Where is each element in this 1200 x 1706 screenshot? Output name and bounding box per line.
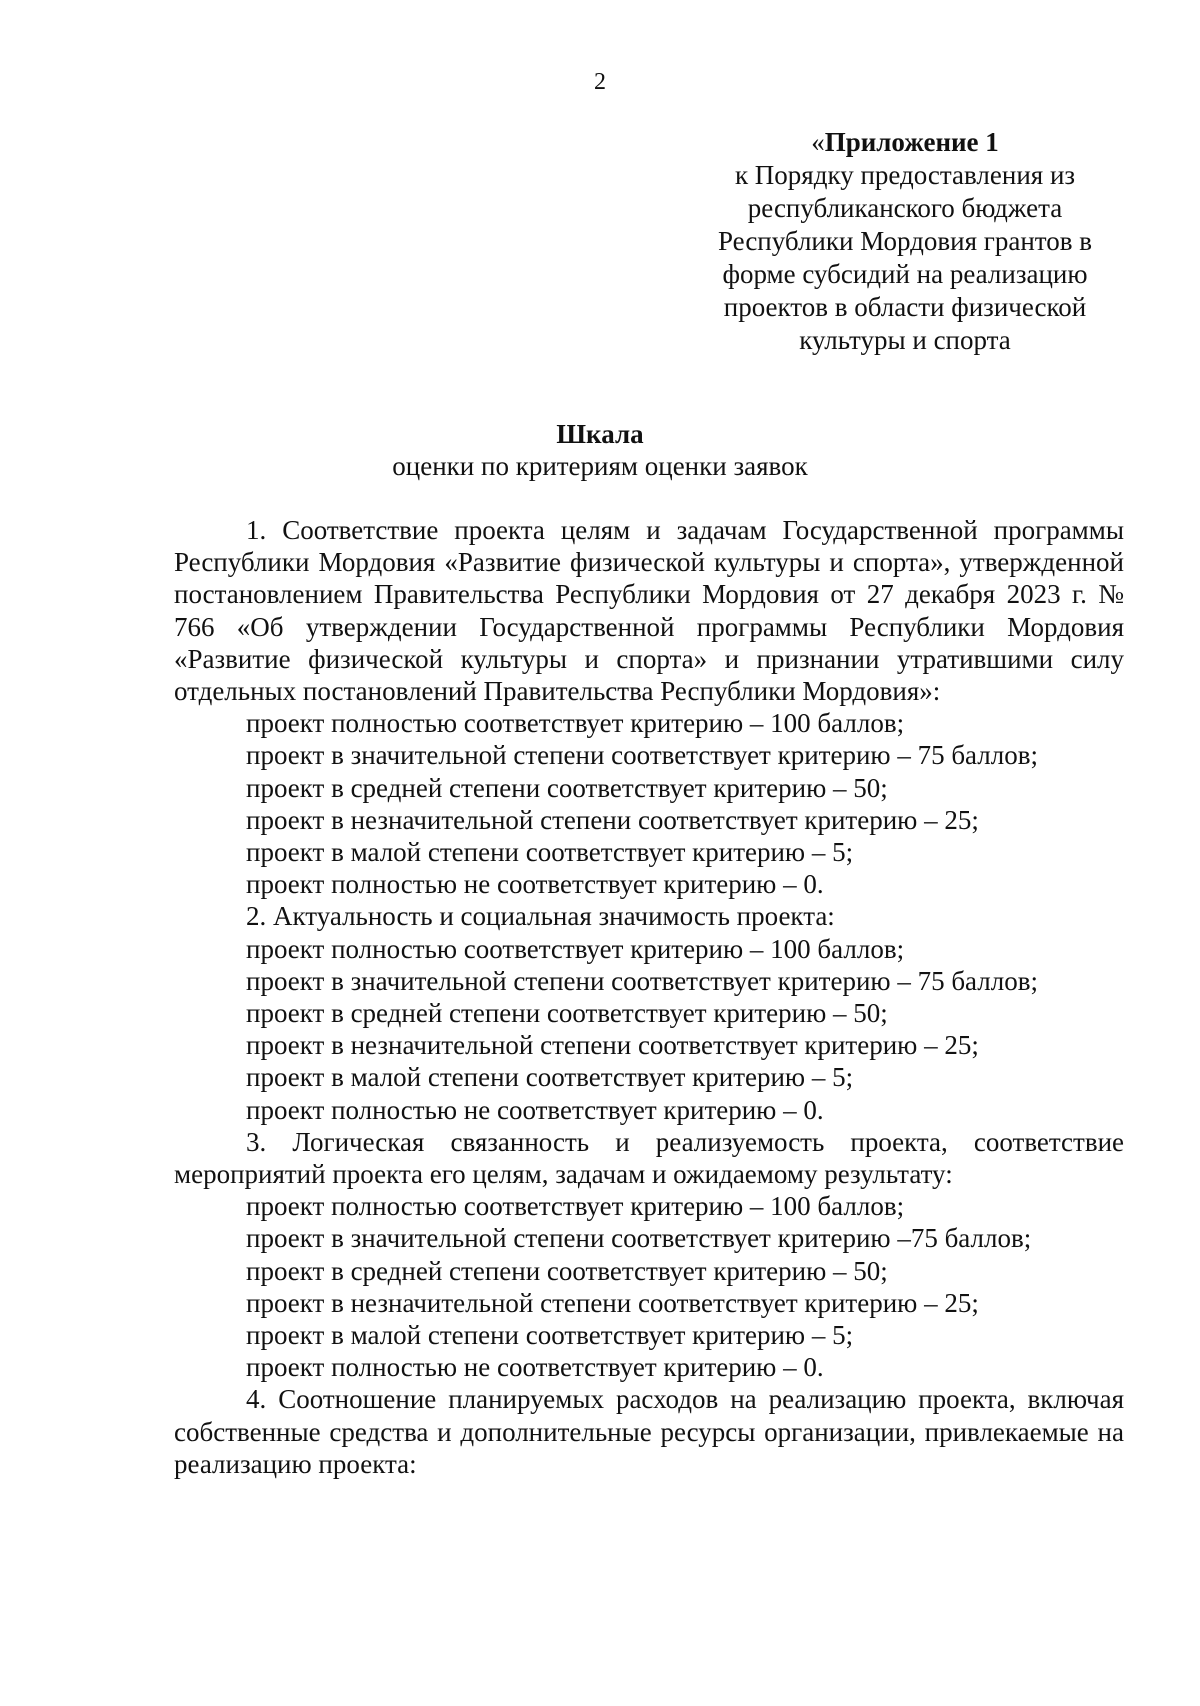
criterion-3-text: 3. Логическая связанность и реализуемость проекта, соответствие мероприятий проекта его целям, задачам и ожидаемому результату: [174, 1126, 1124, 1190]
criterion-option: проект в малой степени соответствует критерию – 5; [246, 1062, 854, 1093]
criterion-option: проект полностью не соответствует критерию – 0. [246, 1352, 824, 1383]
page-number: 2 [594, 69, 606, 95]
criterion-option: проект в незначительной степени соответствует критерию – 25; [246, 1030, 979, 1061]
appendix-open-quote: « [811, 127, 825, 157]
criterion-option: проект в незначительной степени соответствует критерию – 25; [246, 1287, 979, 1318]
criterion-option: проект полностью не соответствует критерию – 0. [246, 869, 824, 900]
criterion-option: проект в средней степени соответствует критерию – 50; [246, 772, 888, 803]
document-body [174, 514, 1124, 1480]
appendix-title: Приложение 1 [824, 127, 999, 157]
criterion-1-text: 1. Соответствие проекта целям и задачам Государственной программы Республики Мордовия «Развитие физической культуры и спорта», утвержденной постановлением Правительства Республики Мордовия от 27 декабря 2023 г. № 766 «Об утверждении Государственной программы Республики Мордовия «Развитие физической культуры и спорта» и признании утратившими силу отдельных постановлений Правительства Республики Мордовия»: [174, 515, 1124, 707]
criterion-option: проект в незначительной степени соответствует критерию – 25; [246, 804, 979, 835]
criterion-option: проект полностью соответствует критерию – 100 баллов; [246, 1191, 905, 1222]
document-heading: Шкала [556, 419, 644, 449]
criterion-option: проект полностью соответствует критерию – 100 баллов; [246, 933, 905, 964]
criterion-2-text: 2. Актуальность и социальная значимость проекта: [246, 901, 835, 932]
appendix-line: республиканского бюджета [747, 193, 1063, 223]
appendix-header [680, 126, 1130, 357]
criterion-option: проект в значительной степени соответствует критерию –75 баллов; [246, 1223, 1032, 1254]
appendix-line: форме субсидий на реализацию [722, 259, 1088, 289]
criterion-4-text: 4. Соотношение планируемых расходов на реализацию проекта, включая собственные средства и дополнительные ресурсы организации, привлекаемые на реализацию проекта: [174, 1384, 1124, 1479]
appendix-line: Республики Мордовия грантов в [718, 226, 1092, 256]
criterion-option: проект в средней степени соответствует критерию – 50; [246, 998, 888, 1029]
document-subheading: оценки по критериям оценки заявок [392, 451, 808, 481]
appendix-line: культуры и спорта [799, 325, 1011, 355]
criterion-option: проект в малой степени соответствует критерию – 5; [246, 837, 854, 868]
criterion-option: проект полностью не соответствует критерию – 0. [246, 1094, 824, 1125]
criterion-option: проект в значительной степени соответствует критерию – 75 баллов; [246, 740, 1038, 771]
criterion-option: проект в малой степени соответствует критерию – 5; [246, 1320, 854, 1351]
appendix-line: к Порядку предоставления из [734, 160, 1076, 190]
appendix-title-line [680, 126, 1130, 159]
document-title-block [0, 418, 1200, 482]
criterion-option: проект полностью соответствует критерию – 100 баллов; [246, 708, 905, 739]
criterion-option: проект в средней степени соответствует критерию – 50; [246, 1255, 888, 1286]
appendix-line: проектов в области физической [723, 292, 1087, 322]
criterion-option: проект в значительной степени соответствует критерию – 75 баллов; [246, 965, 1038, 996]
